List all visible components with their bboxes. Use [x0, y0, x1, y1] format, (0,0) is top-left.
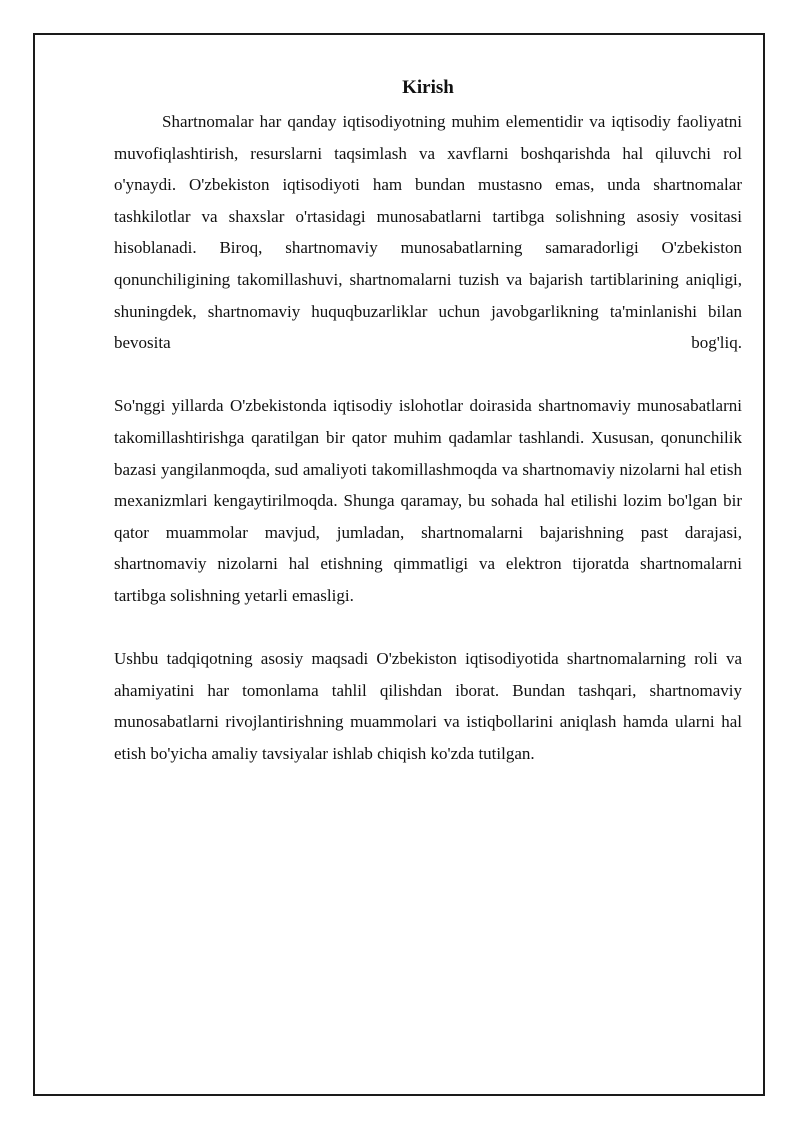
document-title: Kirish — [402, 77, 454, 98]
paragraph-goal: Ushbu tadqiqotning asosiy maqsadi O'zbekiston iqtisodiyotida shartnomalarning roli va ahamiyatini har tomonlama tahlil qilishdan iborat. Bundan tashqari, shartnomaviy munosabatlarni rivojlantirishning muammolari va istiqbollarini aniqlash hamda ularni hal etish bo'yicha amaliy tavsiyalar ishlab chiqish ko'zda tutilgan. — [114, 649, 742, 763]
document-body — [114, 74, 742, 769]
paragraph-intro: Shartnomalar har qanday iqtisodiyotning muhim elementidir va iqtisodiy faoliyatni muvofiqlashtirish, resurslarni taqsimlash va xavflarni boshqarishda hal qiluvchi rol o'ynaydi. O'zbekiston iqtisodiyoti ham bundan mustasno emas, unda shartnomalar tashkilotlar va shaxslar o'rtasidagi munosabatlarni tartibga solishning asosiy vositasi hisoblanadi. Biroq, shartnomaviy munosabatlarning samaradorligi O'zbekiston qonunchiligining takomillashuvi, shartnomalarni tuzish va bajarish tartiblarining aniqligi, shuningdek, shartnomaviy huquqbuzarliklar uchun javobgarlikning ta'minlanishi bilan bevosita bog'liq. — [114, 112, 742, 353]
paragraph-reforms: So'nggi yillarda O'zbekistonda iqtisodiy islohotlar doirasida shartnomaviy munosabatlarni takomillashtirishga qaratilgan bir qator muhim qadamlar tashlandi. Xususan, qonunchilik bazasi yangilanmoqda, sud amaliyoti takomillashmoqda va shartnomaviy nizolarni hal etish mexanizmlari kengaytirilmoqda. Shunga qaramay, bu sohada hal etilishi lozim bo'lgan bir qator muammolar mavjud, jumladan, shartnomalarni bajarishning past darajasi, shartnomaviy nizolarni hal etishning qimmatligi va elektron tijoratda shartnomalarni tartibga solishning yetarli emasligi. — [114, 396, 742, 605]
